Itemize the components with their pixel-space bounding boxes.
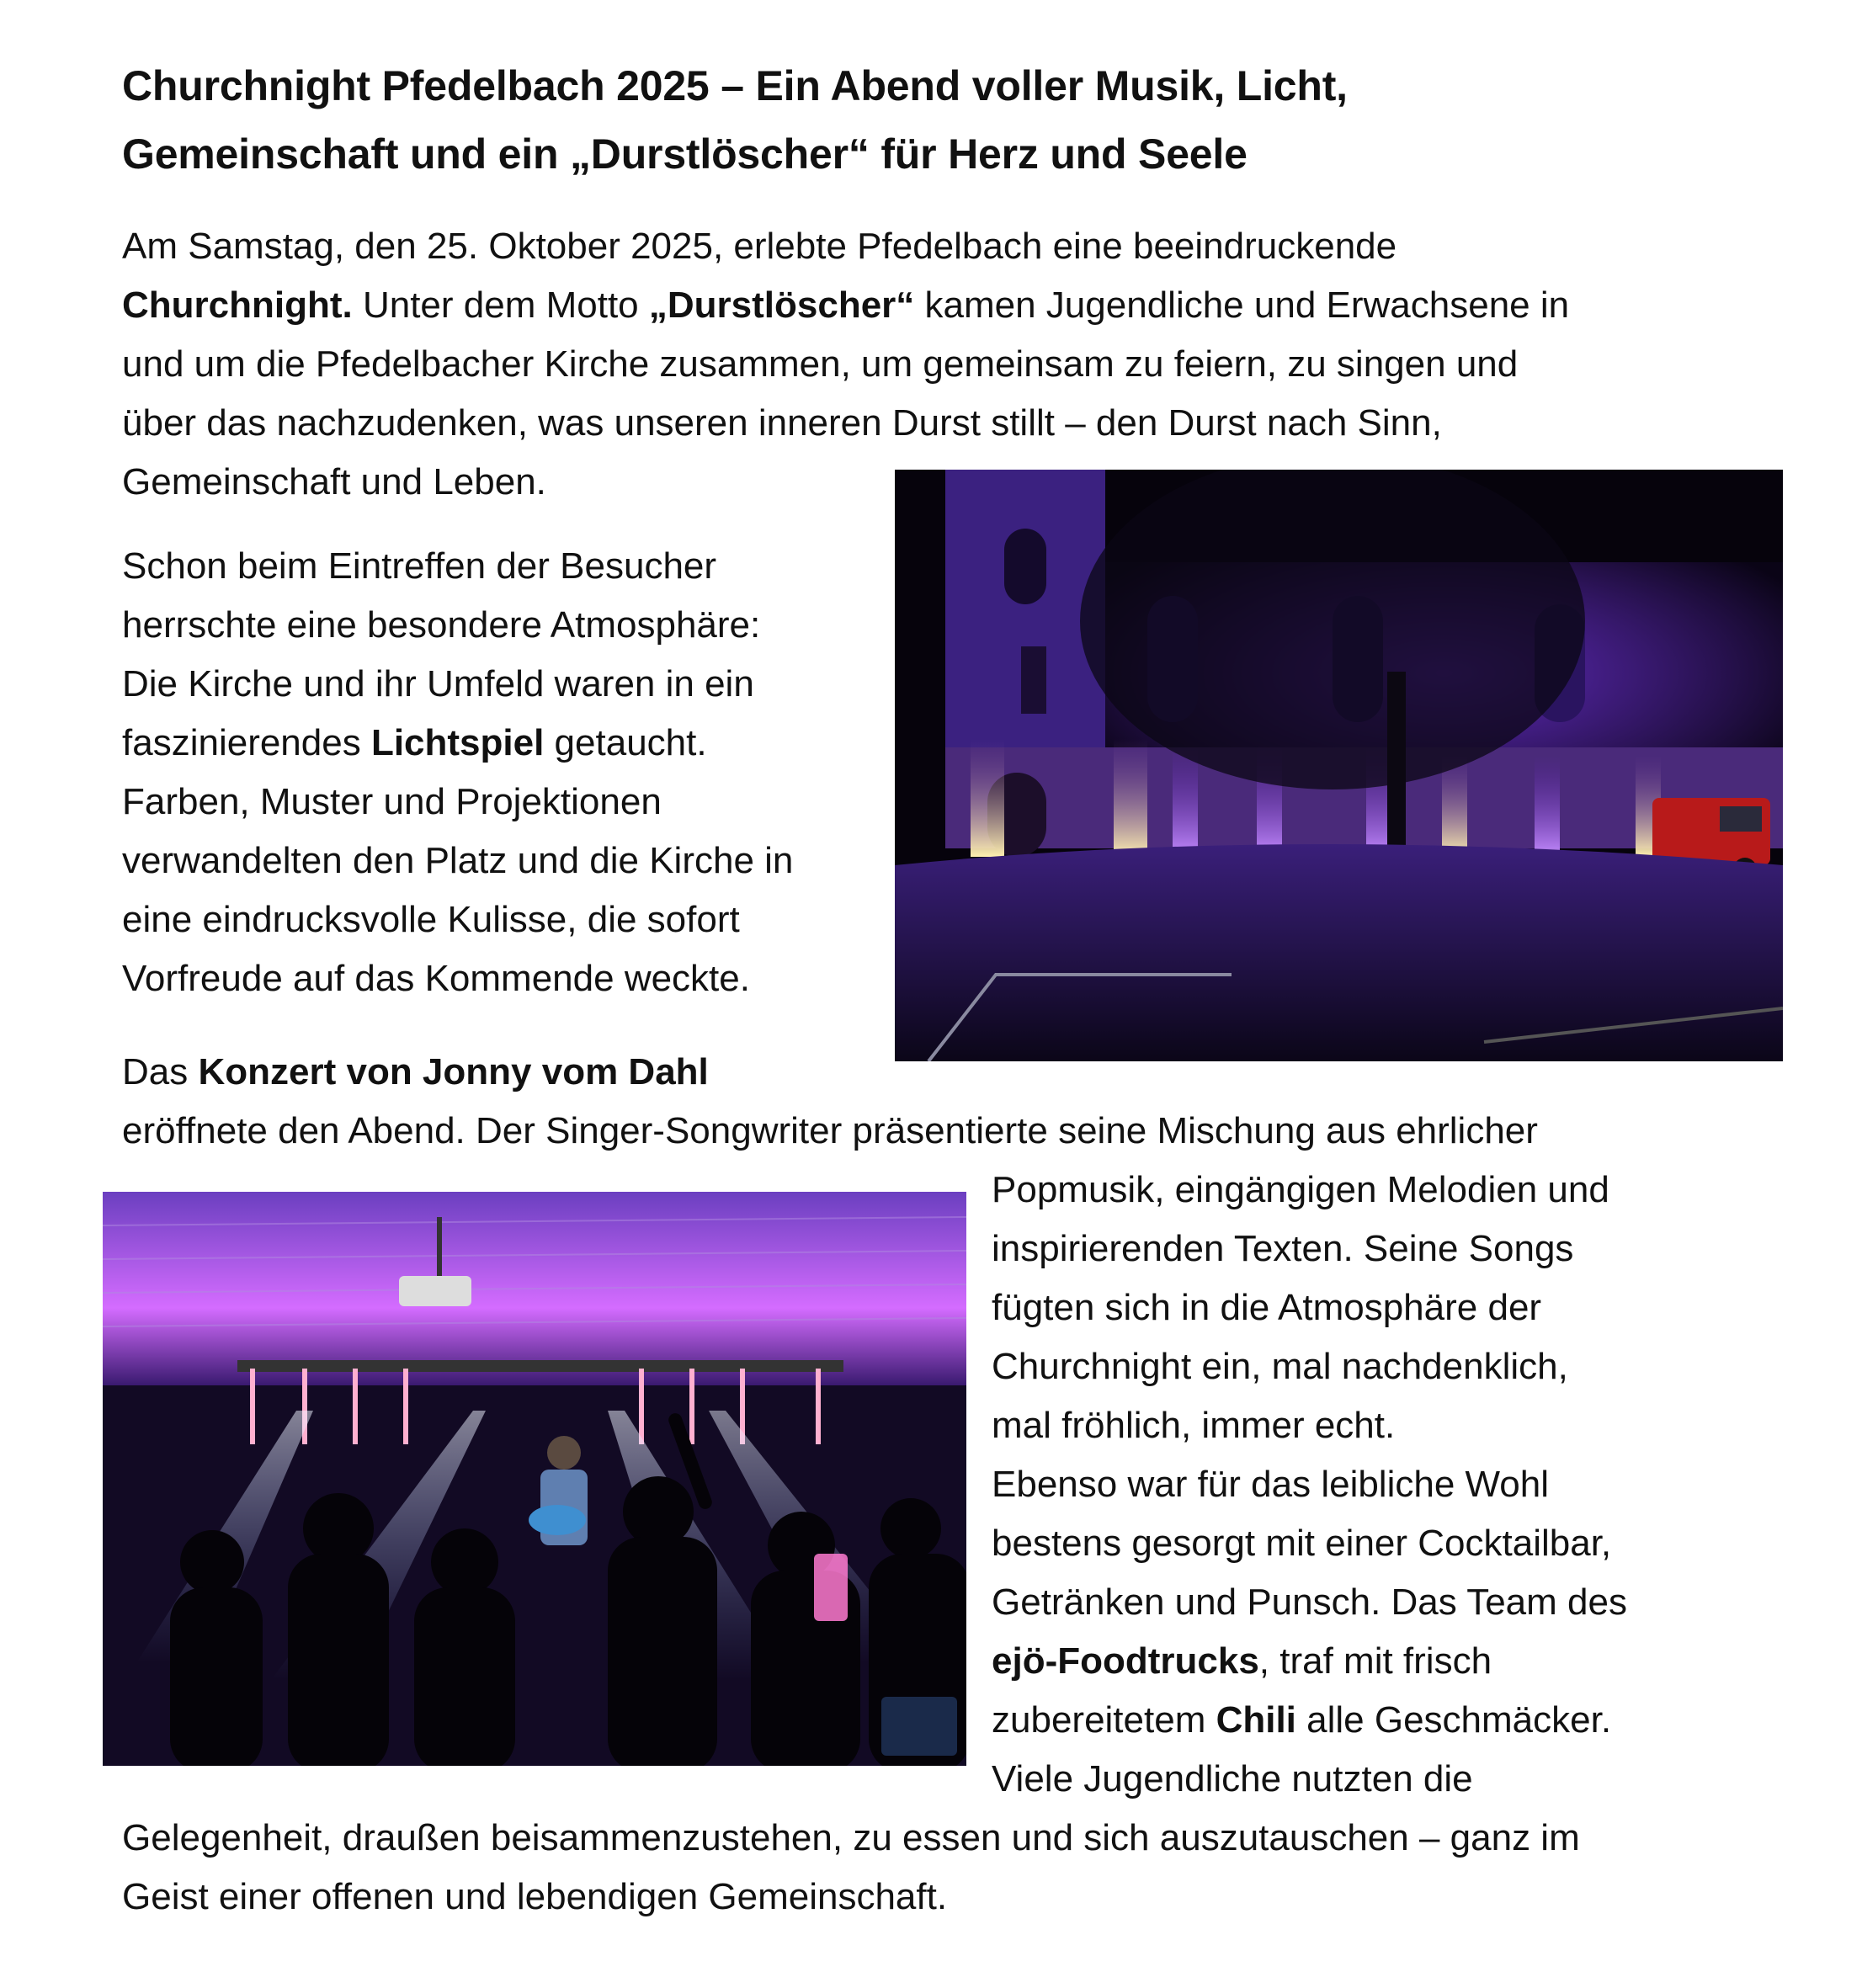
concert-line-2: eröffnete den Abend. Der Singer-Songwriter präsentierte seine Mischung aus ehrlicher	[122, 1110, 1538, 1151]
concert-bold-artist: Konzert von Jonny vom Dahl	[198, 1051, 709, 1092]
intro-line-4: über das nachzudenken, was unseren inneren Durst stillt – den Durst nach Sinn,	[122, 402, 1442, 444]
concert-line-4: inspirierenden Texten. Seine Songs	[992, 1228, 1574, 1269]
concert-line-1	[122, 1043, 709, 1102]
concert-line-15: Geist einer offenen und lebendigen Gemeinschaft.	[122, 1876, 948, 1917]
concert-text: Das	[122, 1051, 199, 1092]
article-title-line-2: Gemeinschaft und ein „Durstlöscher“ für Herz und Seele	[122, 130, 1248, 178]
lightshow-bold-lichtspiel: Lichtspiel	[370, 722, 545, 763]
concert-line-5: fügten sich in die Atmosphäre der	[992, 1287, 1542, 1328]
concert-line-11	[992, 1632, 1492, 1691]
lightshow-line-8: Vorfreude auf das Kommende weckte.	[122, 958, 750, 999]
intro-line-2	[122, 276, 1569, 335]
concert-line-7: mal fröhlich, immer echt.	[992, 1405, 1396, 1446]
concert-text: alle Geschmäcker.	[1295, 1699, 1612, 1741]
intro-text: Unter dem Motto	[352, 284, 649, 326]
concert-bold-foodtruck: ejö-Foodtrucks	[992, 1640, 1259, 1682]
lightshow-line-5: Farben, Muster und Projektionen	[122, 781, 662, 822]
lightshow-line-4	[122, 714, 707, 773]
concert-stage-photo	[103, 1192, 966, 1766]
intro-bold-churchnight: Churchnight.	[122, 284, 353, 326]
intro-line-5: Gemeinschaft und Leben.	[122, 461, 546, 502]
concert-bold-chili: Chili	[1216, 1699, 1296, 1741]
article-title-line-1: Churchnight Pfedelbach 2025 – Ein Abend voller Musik, Licht,	[122, 62, 1348, 109]
concert-text: zubereitetem	[992, 1699, 1216, 1741]
intro-line-1: Am Samstag, den 25. Oktober 2025, erlebte Pfedelbach eine beeindruckende	[122, 226, 1397, 267]
lightshow-text: getaucht.	[544, 722, 707, 763]
concert-line-3: Popmusik, eingängigen Melodien und	[992, 1169, 1609, 1210]
lightshow-line-7: eine eindrucksvolle Kulisse, die sofort	[122, 899, 740, 940]
intro-line-3: und um die Pfedelbacher Kirche zusammen, um gemeinsam zu feiern, zu singen und	[122, 343, 1519, 385]
lightshow-line-6: verwandelten den Platz und die Kirche in	[122, 840, 794, 881]
concert-line-8: Ebenso war für das leibliche Wohl	[992, 1464, 1549, 1505]
intro-text: kamen Jugendliche und Erwachsene in	[914, 284, 1570, 326]
concert-line-9: bestens gesorgt mit einer Cocktailbar,	[992, 1523, 1612, 1564]
article-title	[122, 52, 1772, 189]
lightshow-line-1: Schon beim Eintreffen der Besucher	[122, 545, 717, 587]
concert-line-13: Viele Jugendliche nutzten die	[992, 1758, 1473, 1799]
lightshow-text: faszinierendes	[122, 722, 371, 763]
concert-line-6: Churchnight ein, mal nachdenklich,	[992, 1346, 1568, 1387]
lightshow-line-2: herrschte eine besondere Atmosphäre:	[122, 604, 761, 646]
intro-bold-motto: „Durstlöscher“	[648, 284, 915, 326]
concert-text: , traf mit frisch	[1258, 1640, 1492, 1682]
lightshow-line-3: Die Kirche und ihr Umfeld waren in ein	[122, 663, 754, 704]
concert-line-14: Gelegenheit, draußen beisammenzustehen, zu essen und sich auszutauschen – ganz im	[122, 1817, 1580, 1858]
church-lightshow-photo	[895, 470, 1783, 1061]
concert-line-12	[992, 1691, 1611, 1750]
concert-line-10: Getränken und Punsch. Das Team des	[992, 1581, 1627, 1623]
